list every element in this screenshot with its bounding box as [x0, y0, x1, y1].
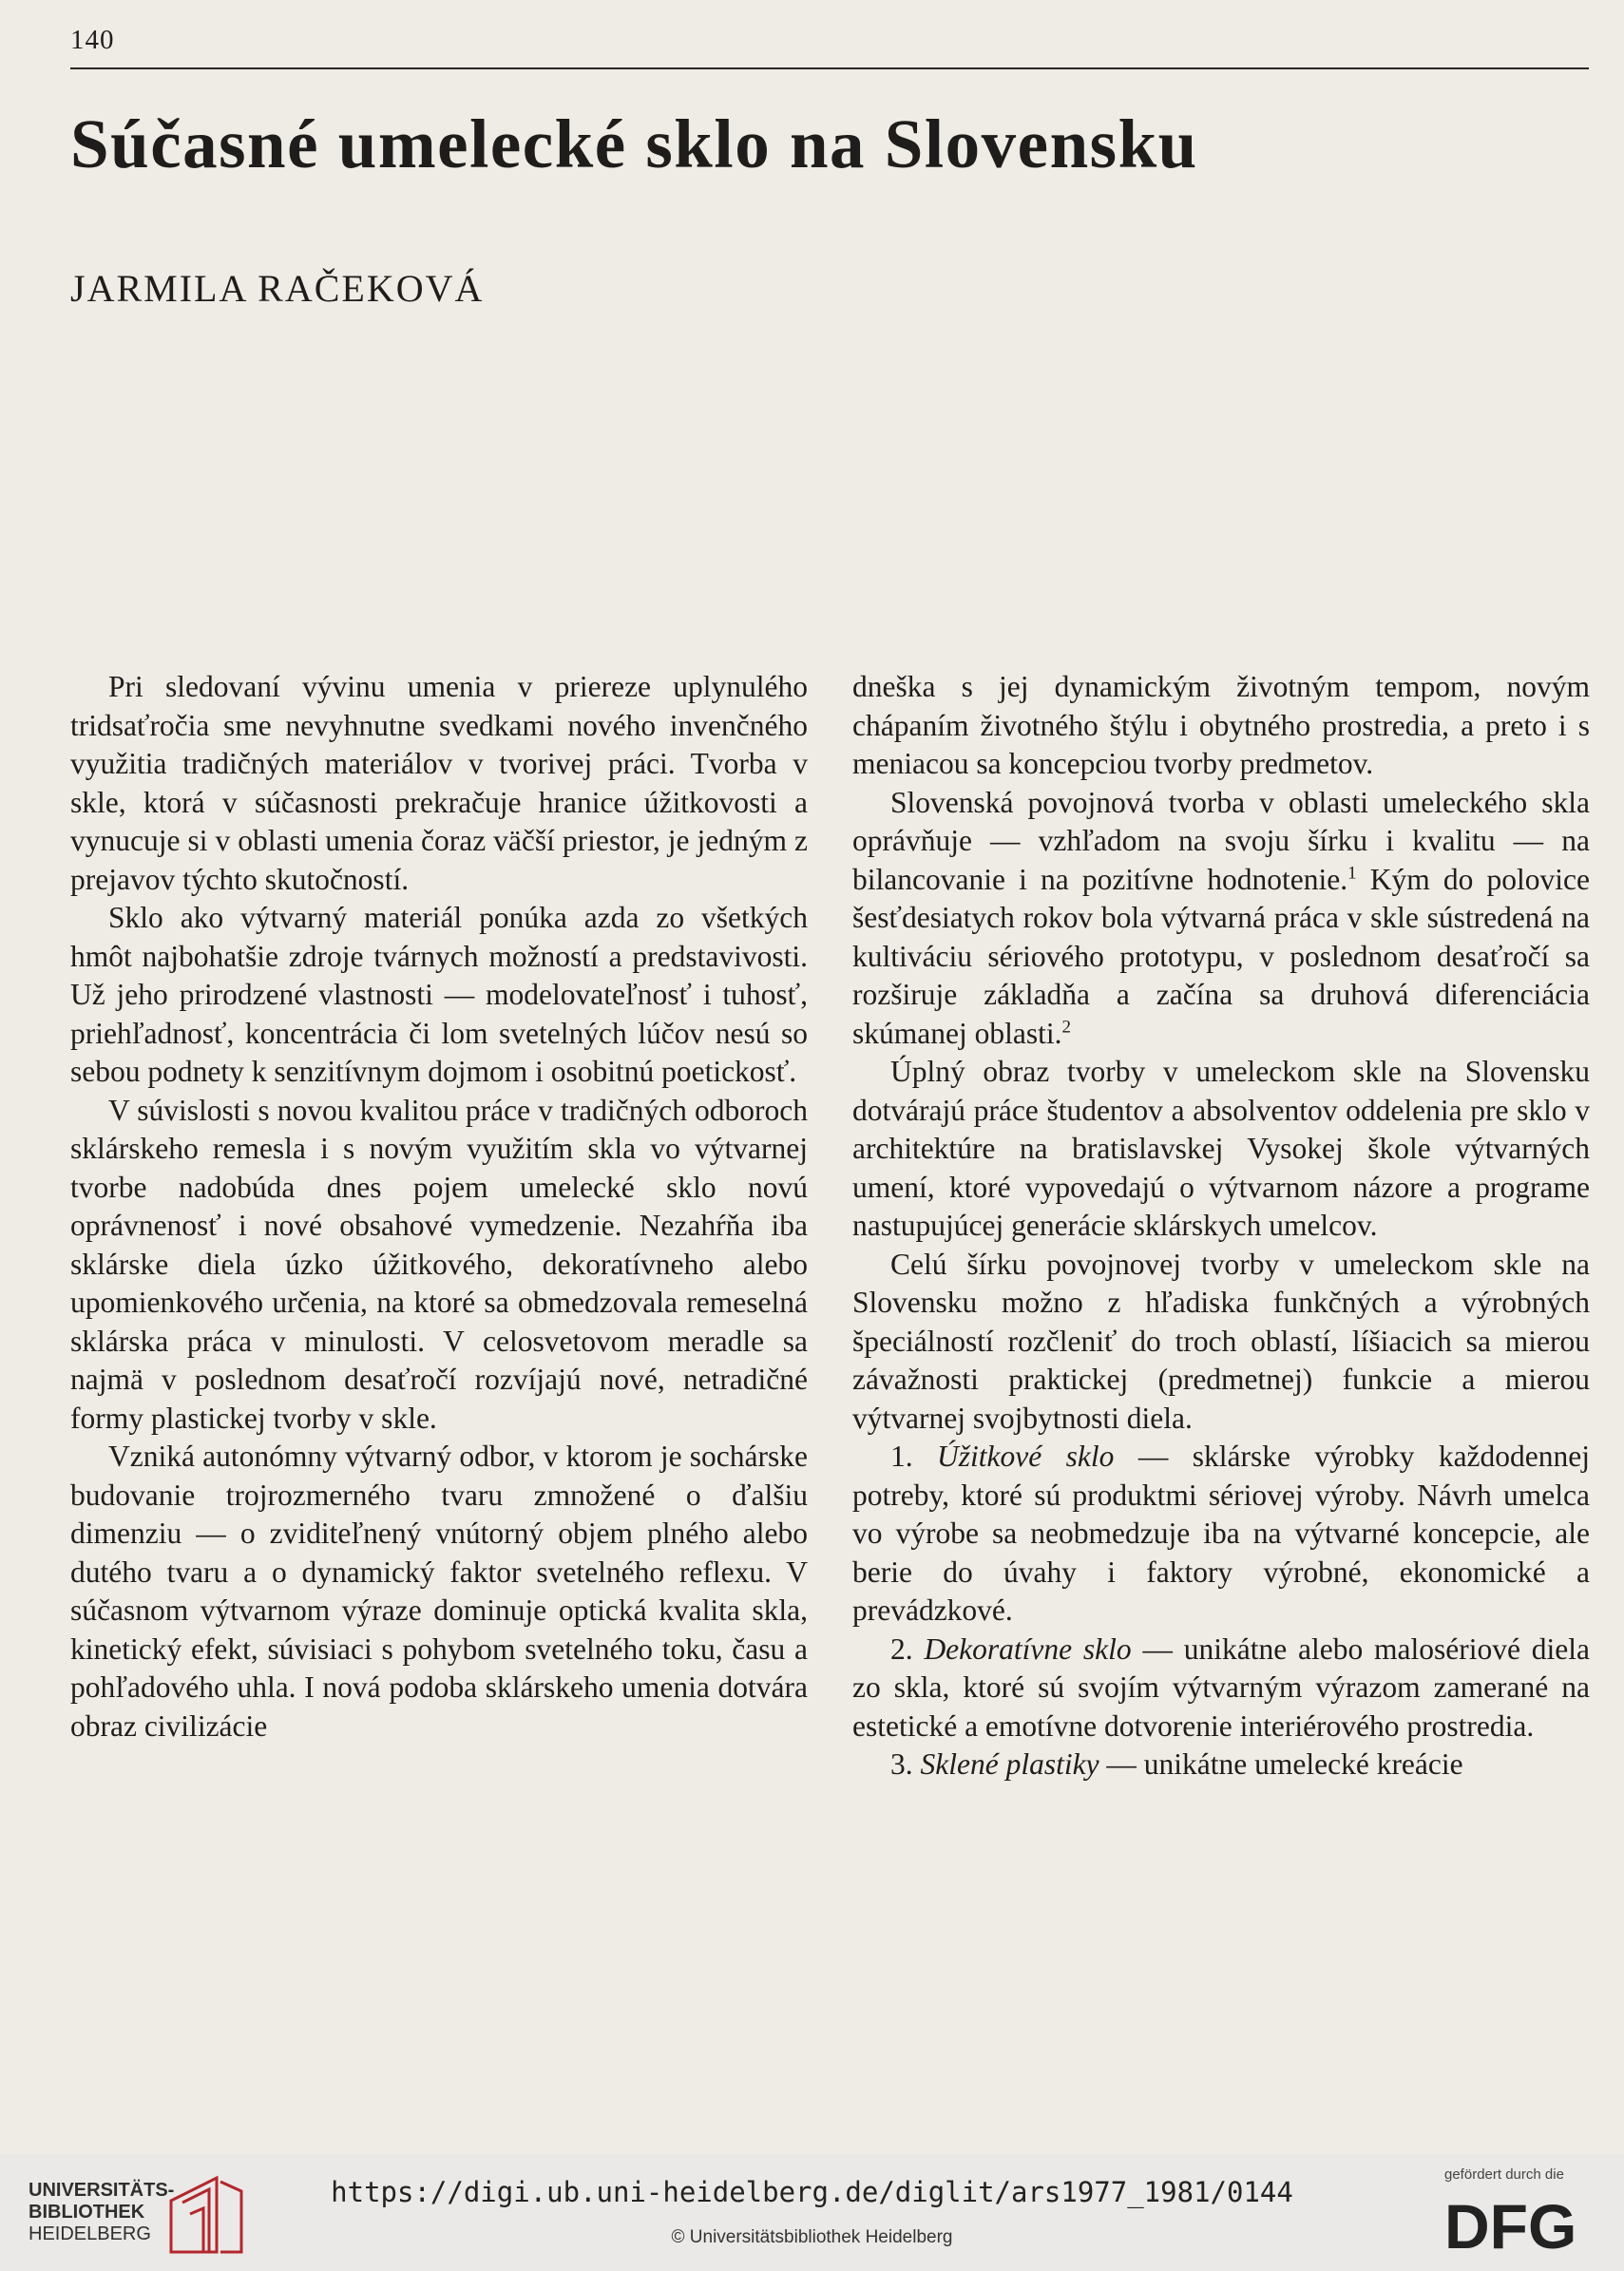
paragraph: Sklo ako výtvarný materiál ponúka azda zo všetkých hmôt najbohatšie zdroje tvárnych možností a predstavivosti. Už jeho prirodzené vlastnosti — modelovateľnosť i tuhosť, priehľadnosť, koncentrácia či lom svetelných lúčov nesú so sebou podnety k senzitívnym dojmom i osobitnú poetickosť. [70, 901, 808, 1088]
library-name-line: HEIDELBERG [29, 2223, 151, 2244]
list-text: — unikátne alebo malosériové diela zo skla, ktoré sú svojím výtvarným výrazom zamerané na estetické a emotívne dotvorenie interiérového prostredia. [852, 1632, 1591, 1743]
paragraph: Vzniká autonómny výtvarný odbor, v ktorom je sochárske budovanie trojrozmerného tvaru zmnožené o ďalšiu dimenziu — o zviditeľnený vnútorný objem plného alebo dutého tvaru a o dynamický faktor svetelného reflexu. V súčasnom výtvarnom výraze dominuje optická kvalita skla, kinetický efekt, súvisiaci s pohybom svetelného toku, času a pohľadového uhla. I nová podoba sklárskeho umenia dotvára obraz civilizácie [70, 1440, 808, 1743]
copyright-notice: © Universitätsbibliothek Heidelberg [671, 2227, 953, 2247]
list-term: Úžitkové sklo [937, 1440, 1115, 1473]
paragraph: dneška s jej dynamickým životným tempom, novým chápaním životného štýlu i obytného prostredia, a preto i s meniacou sa koncepciou tvorby predmetov. [852, 670, 1590, 780]
paragraph: Úplný obraz tvorby v umeleckom skle na Slovensku dotvárajú práce študentov a absolventov oddelenia pre sklo v architektúre na bratislavskej Vysokej škole výtvarných umení, ktoré vypovedajú o výtvarnom názore a programe nastupujúcej generácie sklárskych umelcov. [852, 1055, 1590, 1242]
paragraph-text: Kým do polovice šesťdesiatych rokov bola výtvarná práca v skle sústredená na kultiváciu sériového prototypu, v poslednom desaťročí sa rozširuje základňa a začína sa druhová diferenciácia skúmanej oblasti. [852, 862, 1590, 1050]
paragraph: V súvislosti s novou kvalitou práce v tradičných odboroch sklárskeho remesla i s novým využitím skla vo výtvarnej tvorbe nadobúda dnes pojem umelecké sklo novú oprávnenosť i nové obsahové vymedzenie. Nezahŕňa iba sklárske diela úzko úžitkového, dekoratívneho alebo upomienkového určenia, na ktoré sa obmedzovala remeselná sklárska práca v minulosti. V celosvetovom meradle sa najmä v poslednom desaťročí rozvíjajú nové, netradičné formy plastickej tvorby v skle. [70, 1093, 808, 1435]
list-text: — sklárske výrobky každodennej potreby, ktoré sú produktmi sériovej výroby. Návrh umelca vo výrobe sa neobmedzuje iba na výtvarné koncepcie, ale berie do úvahy i faktory výrobné, ekonomické a prevádzkové. [852, 1440, 1590, 1627]
paragraph: Celú šírku povojnovej tvorby v umeleckom skle na Slovensku možno z hľadiska funkčných a výrobných špeciálností rozčleniť do troch oblastí, líšiacich sa mierou závažnosti praktickej (predmetnej) funkcie a mierou výtvarnej svojbytnosti diela. [852, 1247, 1590, 1435]
library-name-line: UNIVERSITÄTS- [29, 2180, 175, 2201]
right-column [852, 668, 1590, 1784]
article-author: JARMILA RAČEKOVÁ [70, 267, 485, 310]
paragraph-text: Slovenská povojnová tvorba v oblasti umeleckého skla oprávňuje — vzhľadom na svoju šírku i kvalitu — na bilancovanie i na pozitívne hodnotenie. [852, 785, 1590, 896]
dfg-logo-text: DFG [1444, 2191, 1577, 2256]
list-number: 1. [890, 1440, 938, 1473]
footnote-ref: 1 [1347, 863, 1357, 883]
list-item [852, 1438, 1590, 1631]
library-name-line: BIBLIOTHEK [29, 2202, 145, 2223]
footer-bar [0, 2155, 1624, 2271]
list-term: Dekoratívne sklo [924, 1632, 1132, 1666]
list-term: Sklené plastiky [920, 1747, 1099, 1781]
funding-label: gefördert durch die [1444, 2166, 1564, 2183]
list-number: 3. [890, 1747, 921, 1781]
paragraph [852, 784, 1590, 1054]
page-number: 140 [70, 25, 115, 55]
paragraph: Pri sledovaní vývinu umenia v priereze uplynulého tridsaťročia sme nevyhnutne svedkami nového invenčného využitia tradičných materiálov v tvorivej práci. Tvorba v skle, ktorá v súčasnosti prekračuje hranice úžitkovosti a vynucuje si v oblasti umenia čoraz väčší priestor, je jedným z prejavov týchto skutočností. [70, 670, 808, 896]
footnote-ref: 2 [1061, 1017, 1071, 1037]
document-url[interactable]: https://digi.ub.uni-heidelberg.de/diglit/ars1977_1981/0144 [331, 2176, 1293, 2208]
list-text: — unikátne umelecké kreácie [1099, 1747, 1463, 1781]
article-title: Súčasné umelecké sklo na Slovensku [70, 105, 1198, 182]
header-rule [70, 67, 1589, 69]
dfg-logo[interactable] [1444, 2191, 1601, 2256]
list-item [852, 1746, 1590, 1784]
list-item [852, 1631, 1590, 1746]
list-number: 2. [890, 1632, 925, 1666]
left-column [70, 668, 808, 1746]
